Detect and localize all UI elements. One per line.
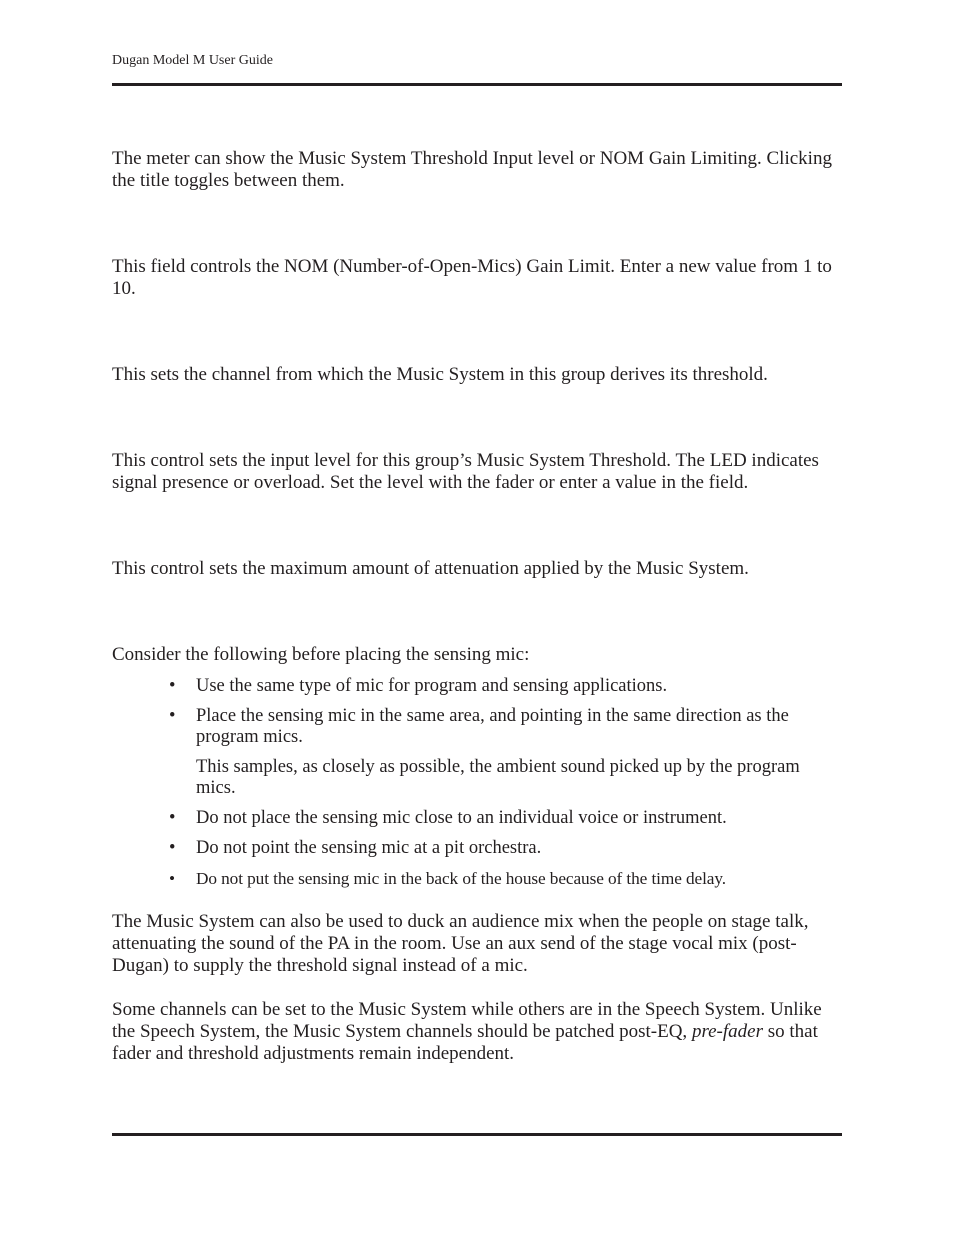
list-item-text: Use the same type of mic for program and sensing applications. <box>196 676 668 696</box>
sensing-mic-intro: Consider the following before placing the sensing mic: <box>112 644 530 665</box>
pre-fader-emphasis: pre-fader <box>691 1021 763 1042</box>
bullet-marker: • <box>169 869 175 888</box>
list-item <box>169 808 842 829</box>
list-item-text: Do not point the sensing mic at a pit orchestra. <box>196 838 542 858</box>
list-item <box>169 676 842 697</box>
list-item-text: Do not place the sensing mic close to an individual voice or instrument. <box>196 808 727 828</box>
list-item <box>169 838 842 859</box>
meter-paragraph: The meter can show the Music System Threshold Input level or NOM Gain Limiting. Clicking the title toggles between them. <box>112 148 832 191</box>
list-item-note: This samples, as closely as possible, the ambient sound picked up by the program mics. <box>196 757 800 798</box>
footer-rule <box>112 1133 842 1136</box>
threshold-channel-paragraph: This sets the channel from which the Music System in this group derives its threshold. <box>112 364 768 385</box>
list-item <box>169 868 842 889</box>
threshold-input-level-paragraph: This control sets the input level for this group’s Music System Threshold. The LED indicates signal presence or overload. Set the level with the fader or enter a value in the field. <box>112 450 819 493</box>
list-item-text: Place the sensing mic in the same area, and pointing in the same direction as the program mics. <box>196 706 789 747</box>
list-item <box>169 706 842 799</box>
page-body <box>112 148 842 1065</box>
mixed-systems-paragraph <box>112 999 842 1065</box>
attenuation-paragraph: This control sets the maximum amount of attenuation applied by the Music System. <box>112 558 749 579</box>
mixed-systems-text-1: Some channels can be set to the Music System while others are in the Speech System. Unlike the Speech System, the Music System channels should be patched post-EQ, <box>112 999 822 1042</box>
sensing-mic-list <box>112 676 842 889</box>
bullet-marker: • <box>169 838 176 858</box>
nom-gain-limit-paragraph: This field controls the NOM (Number-of-Open-Mics) Gain Limit. Enter a new value from 1 to 10. <box>112 256 832 299</box>
duck-audience-paragraph: The Music System can also be used to duck an audience mix when the people on stage talk, attenuating the sound of the PA in the room. Use an aux send of the stage vocal mix (post-Dugan) to supply the threshold signal instead of a mic. <box>112 911 809 976</box>
bullet-marker: • <box>169 676 176 696</box>
header-rule <box>112 83 842 86</box>
bullet-marker: • <box>169 808 176 828</box>
running-header: Dugan Model M User Guide <box>112 53 273 68</box>
mixed-systems-text-2: so that fader and threshold adjustments remain independent. <box>112 1021 818 1064</box>
list-item-text: Do not put the sensing mic in the back of the house because of the time delay. <box>196 869 727 888</box>
bullet-marker: • <box>169 706 176 726</box>
